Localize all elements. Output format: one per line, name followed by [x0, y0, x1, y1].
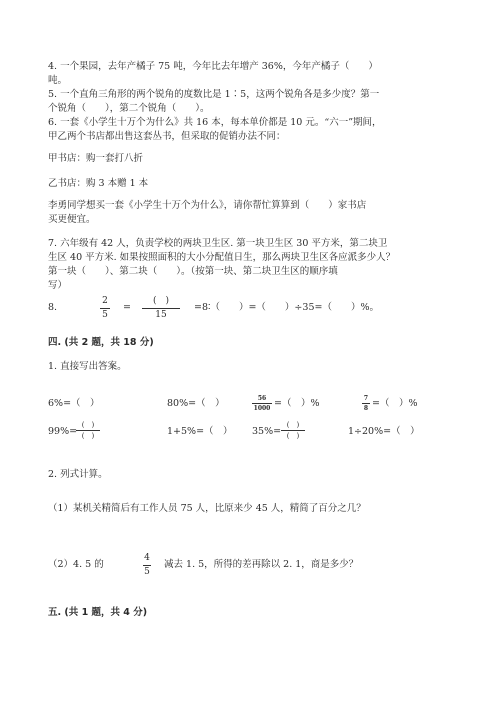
q5-line2: 个锐角（ ），第二个锐角（ ）。 [48, 103, 210, 114]
s4q1-r1c4-den: 8 [363, 405, 369, 412]
q8-fraction-1-num: 2 [102, 296, 108, 306]
s4q1-r1c2: 80%=（ ） [167, 398, 225, 409]
q6-line4: 买更便宜。 [48, 214, 96, 225]
s4q2-p2-rest: 减去 1. 5，所得的差再除以 2. 1，商是多少？ [164, 559, 359, 570]
s4q1-r1c4-fraction [362, 395, 370, 412]
q7-line3: 第一块（ ）、第二块（ ）。（按第一块、第二块卫生区的顺序填 [48, 266, 338, 277]
s4q2-p2-pre: （2）4. 5 的 [48, 559, 104, 570]
q8-equals: = [123, 302, 131, 313]
q4-line1: 4. 一个果园，去年产橘子 75 吨，今年比去年增产 36%，今年产橘子（ ） [48, 61, 378, 72]
s4q1-r1c1: 6%=（ ） [48, 398, 100, 409]
q6-store-a: 甲书店：购一套打八折 [48, 153, 144, 164]
q8-fraction-2-den: 15 [155, 310, 167, 320]
q8-fraction-1-den: 5 [102, 310, 108, 320]
q6-line2: 甲乙两个书店都出售这套丛书，但采取的促销办法不同： [48, 131, 286, 142]
q8-fraction-2 [142, 296, 180, 321]
s4q1-r2c3-fraction [281, 421, 305, 440]
q7-line2: 生区 40 平方米. 如果按照面积的大小分配值日生，那么两块卫生区各应派多少人？ [48, 252, 396, 263]
s4q2-p2-den: 5 [144, 567, 150, 577]
s4q1-r2c2: 1+5%=（ ） [167, 426, 233, 437]
q7-line1: 7. 六年级有 42 人，负责学校的两块卫生区. 第一块卫生区 30 平方米，第二块卫 [48, 238, 388, 249]
q6-line1: 6. 一套《小学生十万个为什么》共 16 本，每本单价都是 10 元。“六一”期间， [48, 117, 382, 128]
s4q1-title: 1. 直接写出答案。 [48, 361, 127, 372]
s4q1-r2c1-fraction [76, 421, 100, 440]
s4q1-r1c3-fraction [252, 395, 272, 412]
q8-label: 8. [48, 302, 58, 313]
s4q1-r2c1-pre: 99%= [48, 426, 78, 437]
s4q1-r1c4-rest: =（ ）% [372, 398, 418, 409]
s4q1-r1c3-num: 56 [257, 395, 267, 402]
section-4-title: 四. (共 2 题，共 18 分) [48, 337, 154, 348]
q8-fraction-2-num: ( ) [152, 296, 170, 306]
s4q1-r2c3-num: ( ) [286, 421, 300, 429]
q6-line3: 李勇同学想买一套《小学生十万个为什么》，请你帮忙算算到（ ）家书店 [48, 200, 367, 211]
s4q2-p2-fraction [143, 553, 151, 578]
q6-store-b: 乙书店：购 3 本赠 1 本 [48, 178, 149, 189]
s4q1-r1c3-rest: =（ ）% [274, 398, 320, 409]
s4q1-r2c1-num: ( ) [81, 421, 95, 429]
q5-line1: 5. 一个直角三角形的两个锐角的度数比是 1∶5，这两个锐角各是多少度？第一 [48, 89, 380, 100]
q8-fraction-1 [100, 296, 110, 321]
q8-rest: =8∶（ ）=（ ）÷35=（ ）%。 [194, 302, 379, 313]
s4q1-r2c1-den: ( ) [81, 432, 95, 440]
q7-line4: 写） [48, 280, 68, 291]
s4q1-r2c4: 1÷20%=（ ） [348, 426, 420, 437]
s4q1-r2c3-den: ( ) [286, 432, 300, 440]
s4q1-r2c3-pre: 35%= [252, 426, 282, 437]
s4q2-title: 2. 列式计算。 [48, 469, 108, 480]
q4-line2: 吨。 [48, 75, 68, 86]
s4q2-p2-num: 4 [144, 553, 150, 563]
s4q1-r1c3-den: 1000 [253, 405, 271, 412]
s4q1-r1c4-num: 7 [363, 395, 369, 402]
s4q2-p1: （1）某机关精简后有工作人员 75 人，比原来少 45 人，精简了百分之几？ [48, 503, 366, 514]
section-5-title: 五. (共 1 题，共 4 分) [48, 607, 148, 618]
